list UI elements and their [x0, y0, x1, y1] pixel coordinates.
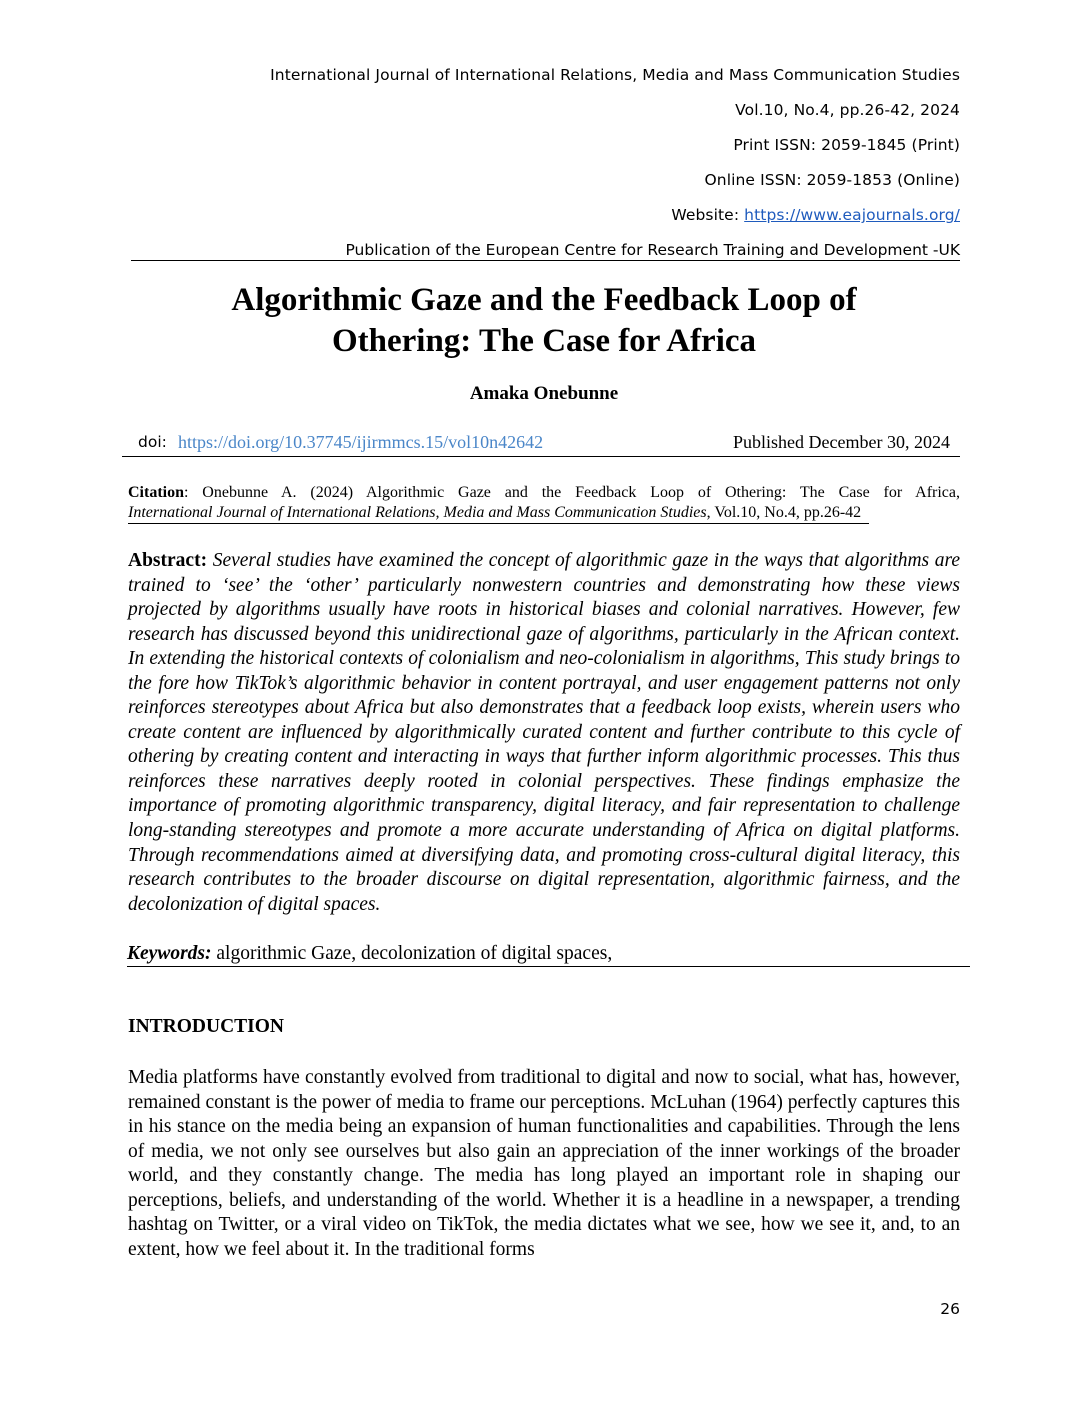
keywords-text: algorithmic Gaze, decolonization of digital spaces, — [211, 943, 613, 964]
citation-label: Citation — [128, 484, 184, 501]
website-link[interactable]: https://www.eajournals.org/ — [744, 206, 960, 224]
journal-name: International Journal of International Relations, Media and Mass Communication Studies — [270, 66, 960, 84]
keywords-label: Keywords: — [127, 943, 212, 964]
citation-text-2: , Vol.10, No.4, pp.26-42 — [706, 504, 862, 521]
abstract — [128, 549, 960, 917]
website-line — [671, 206, 960, 224]
page-number: 26 — [940, 1300, 960, 1318]
volume-info: Vol.10, No.4, pp.26-42, 2024 — [735, 101, 960, 119]
citation-block — [128, 483, 960, 524]
doi-label: doi: — [138, 433, 167, 451]
publisher-line: Publication of the European Centre for Research Training and Development -UK — [131, 241, 960, 261]
title-line-1: Algorithmic Gaze and the Feedback Loop of — [231, 282, 857, 318]
abstract-label: Abstract: — [128, 550, 208, 571]
article-title — [128, 280, 960, 362]
intro-paragraph: Media platforms have constantly evolved from traditional to digital and now to social, what has, however, remained constant is the power of media to frame our perceptions. McLuhan (1964) perfectly captures this in his stance on the media being an expansion of human functionalities and capabilities. Through the lens of media, we not only see ourselves but also gain an appreciation of the inner workings of the broader world, and they constantly change. The media has long played an important role in shaping our perceptions, beliefs, and understanding of the world. Whether it is a headline in a newspaper, a trending hashtag on Twitter, or a viral video on TikTok, the media dictates what we see, how we see it, and, to an extent, how we feel about it. In the traditional forms — [128, 1067, 960, 1260]
author-name: Amaka Onebunne — [469, 383, 619, 404]
doi-row — [122, 432, 960, 457]
citation-line-1 — [128, 483, 960, 503]
citation-line-2 — [128, 503, 869, 524]
title-line-2: Othering: The Case for Africa — [331, 323, 757, 359]
print-issn: Print ISSN: 2059-1845 (Print) — [733, 136, 960, 154]
abstract-text: Several studies have examined the concept of algorithmic gaze in the ways that algorithms are trained to ‘see’ the ‘other’ particularly nonwestern countries and demonstrating how these views projected by algorithms usually have roots in historical biases and colonial narratives. However, few research has discussed beyond this unidirectional gaze of algorithms, particularly in the African context. In extending the historical contexts of colonialism and neo-colonialism in algorithms, This study brings to the fore how TikTok’s algorithmic behavior in content portrayal, and user engagement patterns not only reinforces stereotypes about Africa but also demonstrates that a feedback loop exists, wherein users who create content are influenced by algorithmically curated content and further contribute to this cycle of othering by creating content and interacting in ways that further inform algorithmic processes. This thus reinforces these narratives deeply rooted in colonial perspectives. These findings emphasize the importance of promoting algorithmic transparency, digital literacy, and fair representation to challenge long-standing stereotypes and promote a more accurate understanding of Africa on digital platforms. Through recommendations aimed at diversifying data, and promoting cross-cultural digital literacy, this research contributes to the broader discourse on digital representation, algorithmic fairness, and the decolonization of digital spaces. — [128, 550, 961, 915]
citation-journal: International Journal of International Relations, Media and Mass Communication Studies — [128, 504, 707, 521]
citation-text-1: : Onebunne A. (2024) Algorithmic Gaze and the Feedback Loop of Othering: The Case for Africa, — [184, 484, 960, 501]
online-issn: Online ISSN: 2059-1853 (Online) — [704, 171, 960, 189]
section-heading: INTRODUCTION — [128, 1016, 285, 1037]
website-label: Website: — [671, 206, 745, 224]
doi-link[interactable]: https://doi.org/10.37745/ijirmmcs.15/vol10n42642 — [178, 432, 544, 452]
keywords — [127, 942, 970, 967]
published-date: Published December 30, 2024 — [733, 432, 950, 452]
